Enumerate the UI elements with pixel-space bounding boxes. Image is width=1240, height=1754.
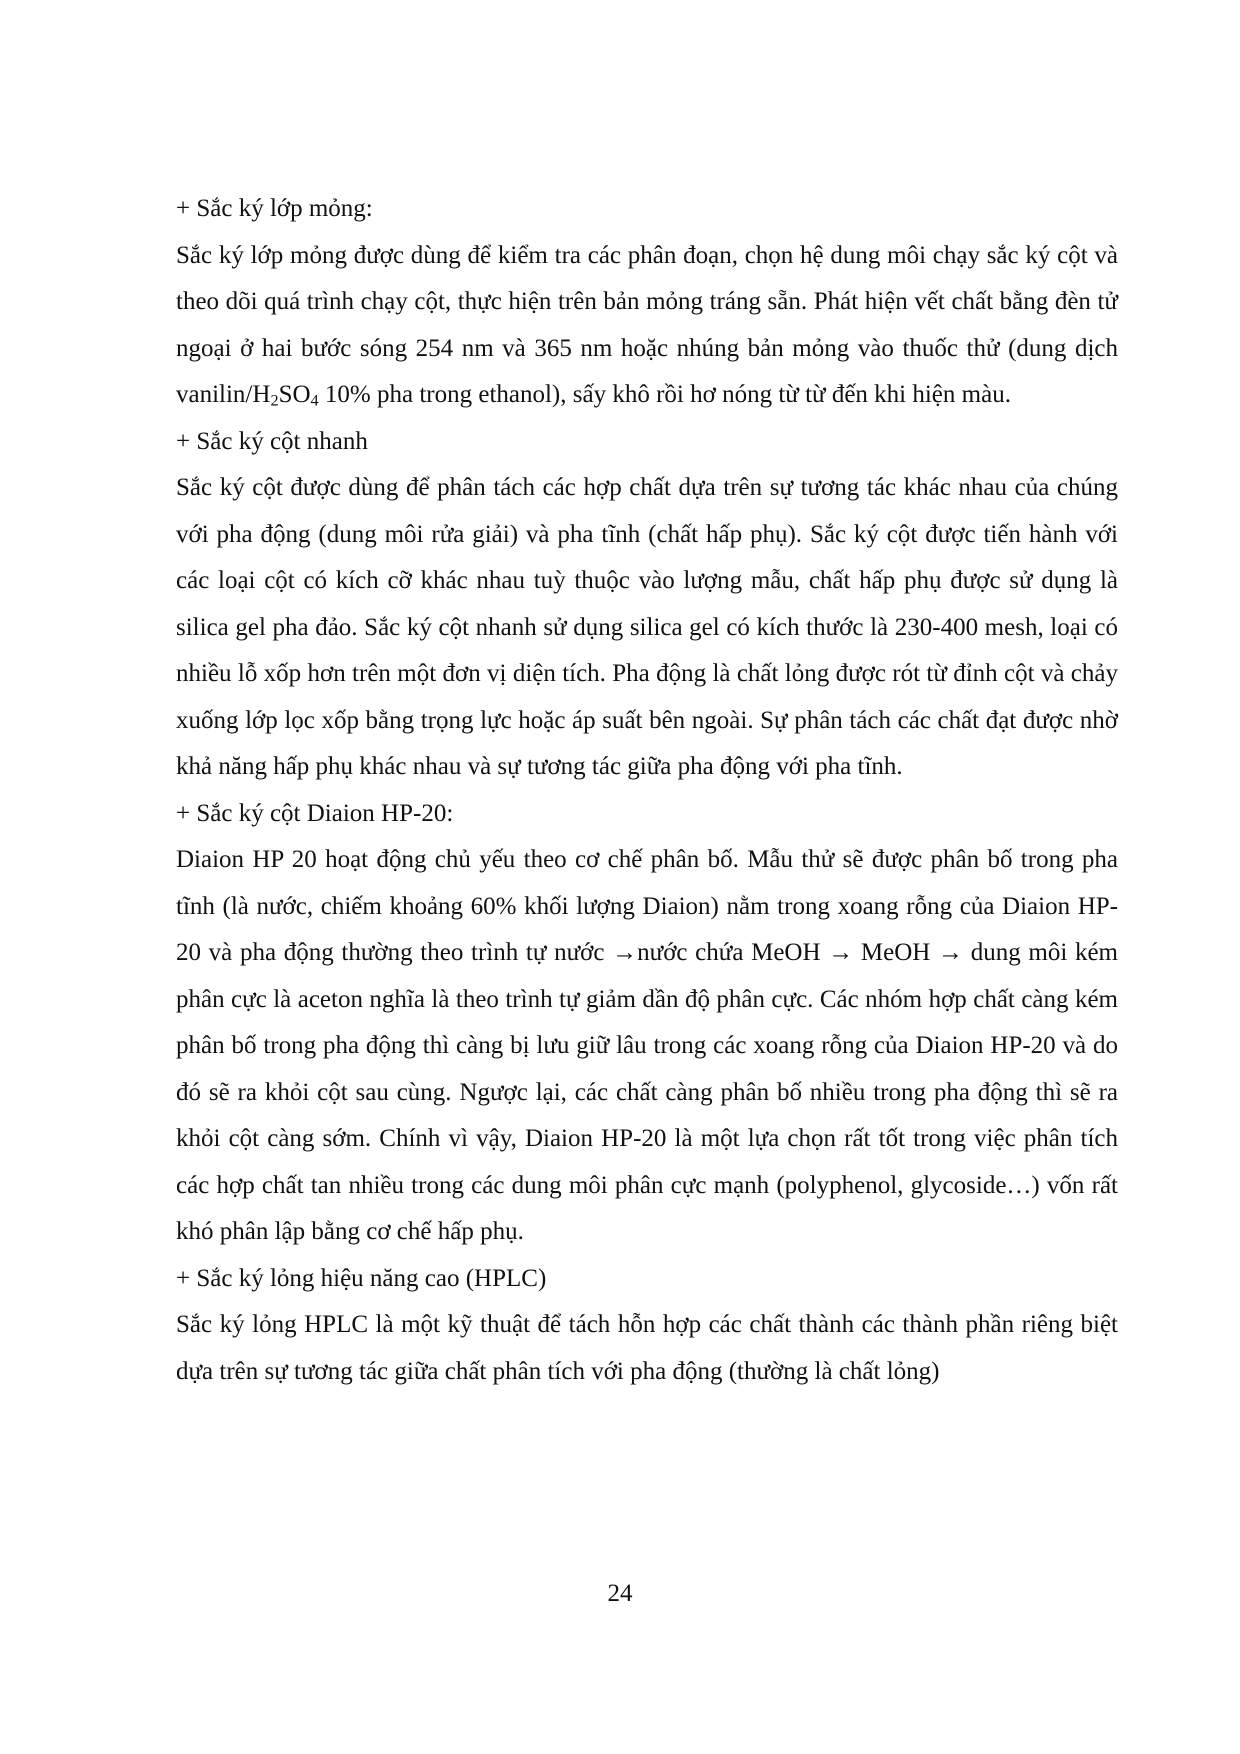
flash-paragraph: Sắc ký cột được dùng để phân tách các hợp chất dựa trên sự tương tác khác nhau của chúng với pha động (dung môi rửa giải) và pha tĩnh (chất hấp phụ). Sắc ký cột được tiến hành với các loại cột có kích cỡ khác nhau tuỳ thuộc vào lượng mẫu, chất hấp phụ được sử dụng là silica gel pha đảo. Sắc ký cột nhanh sử dụng silica gel có kích thước là 230-400 mesh, loại có nhiều lỗ xốp hơn trên một đơn vị diện tích. Pha động là chất lỏng được rót từ đỉnh cột và chảy xuống lớp lọc xốp bằng trọng lực hoặc áp suất bên ngoài. Sự phân tách các chất đạt được nhờ khả năng hấp phụ khác nhau và sự tương tác giữa pha động với pha tĩnh.: [176, 474, 1118, 780]
diaion-paragraph: Diaion HP 20 hoạt động chủ yếu theo cơ chế phân bố. Mẫu thử sẽ được phân bố trong pha tĩnh (là nước, chiếm khoảng 60% khối lượng Diaion) nằm trong xoang rỗng của Diaion HP-20 và pha động thường theo trình tự nước →nước chứa MeOH → MeOH → dung môi kém phân cực là aceton nghĩa là theo trình tự giảm dần độ phân cực. Các nhóm hợp chất càng kém phân bố trong pha động thì càng bị lưu giữ lâu trong các xoang rỗng của Diaion HP-20 và do đó sẽ ra khỏi cột sau cùng. Ngược lại, các chất càng phân bố nhiều trong pha động thì sẽ ra khỏi cột càng sớm. Chính vì vậy, Diaion HP-20 là một lựa chọn rất tốt trong việc phân tích các hợp chất tan nhiều trong các dung môi phân cực mạnh (polyphenol, glycoside…) vốn rất khó phân lập bằng cơ chế hấp phụ.: [176, 846, 1118, 1245]
page-content: [176, 186, 1118, 1395]
hplc-heading: + Sắc ký lỏng hiệu năng cao (HPLC): [176, 1264, 547, 1292]
flash-heading: + Sắc ký cột nhanh: [176, 427, 368, 455]
tlc-heading: + Sắc ký lớp mỏng:: [176, 195, 373, 222]
hplc-paragraph: Sắc ký lỏng HPLC là một kỹ thuật để tách hỗn hợp các chất thành các thành phần riêng biệt dựa trên sự tương tác giữa chất phân tích với pha động (thường là chất lỏng): [176, 1311, 1118, 1385]
diaion-heading: + Sắc ký cột Diaion HP-20:: [176, 799, 454, 827]
tlc-text-after: 10% pha trong ethanol), sấy khô rồi hơ nóng từ từ đến khi hiện màu.: [318, 381, 1011, 408]
tlc-paragraph: [176, 233, 1118, 419]
subscript-2: 2: [270, 391, 279, 410]
formula-so: SO: [278, 381, 311, 408]
subscript-4: 4: [310, 391, 319, 410]
tlc-text-before: Sắc ký lớp mỏng được dùng để kiểm tra các phân đoạn, chọn hệ dung môi chạy sắc ký cột và theo dõi quá trình chạy cột, thực hiện trên bản mỏng tráng sẵn. Phát hiện vết chất bằng đèn tử ngoại ở hai bước sóng 254 nm và 365 nm hoặc nhúng bản mỏng vào thuốc thử (dung dịch vanilin/H: [176, 241, 1118, 408]
page-number: 24: [607, 1580, 633, 1607]
